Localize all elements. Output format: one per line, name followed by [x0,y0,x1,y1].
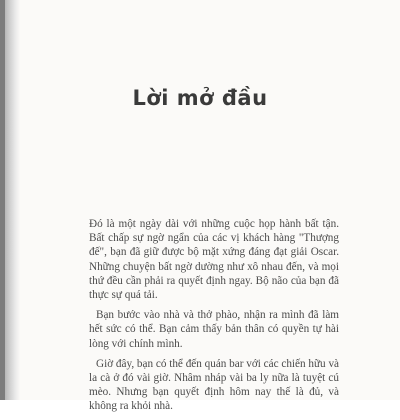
chapter-title: Lời mở đầu [132,86,268,110]
paragraph-3: Giờ đây, bạn có thể đến quán bar với các chiến hữu và la cà ở đó vài giờ. Nhâm nháp vài ba ly nữa là tuyệt cú mèo. Nhưng bạn quyết định hôm nay thế là đủ, và không ra khỏi nhà. [89,357,340,413]
page-spine-edge [0,0,5,400]
paragraph-1: Đó là một ngày dài với những cuộc họp hành bất tận. Bất chấp sự ngờ ngẩn của các vị khách hàng "Thượng đế", bạn đã giữ được bộ mặt xứng đáng đạt giải Oscar. Những chuyện bất ngờ dường như xô nhau đến, và mọi thứ đều cần phải ra quyết định ngay. Bộ não của bạn đã thực sự quá tải. [89,218,339,302]
body-text [89,217,339,420]
paragraph-2: Bạn bước vào nhà và thở phào, nhận ra mình đã làm hết sức có thể. Bạn cảm thấy bản thân có quyền tự hài lòng với chính mình. [89,309,339,350]
